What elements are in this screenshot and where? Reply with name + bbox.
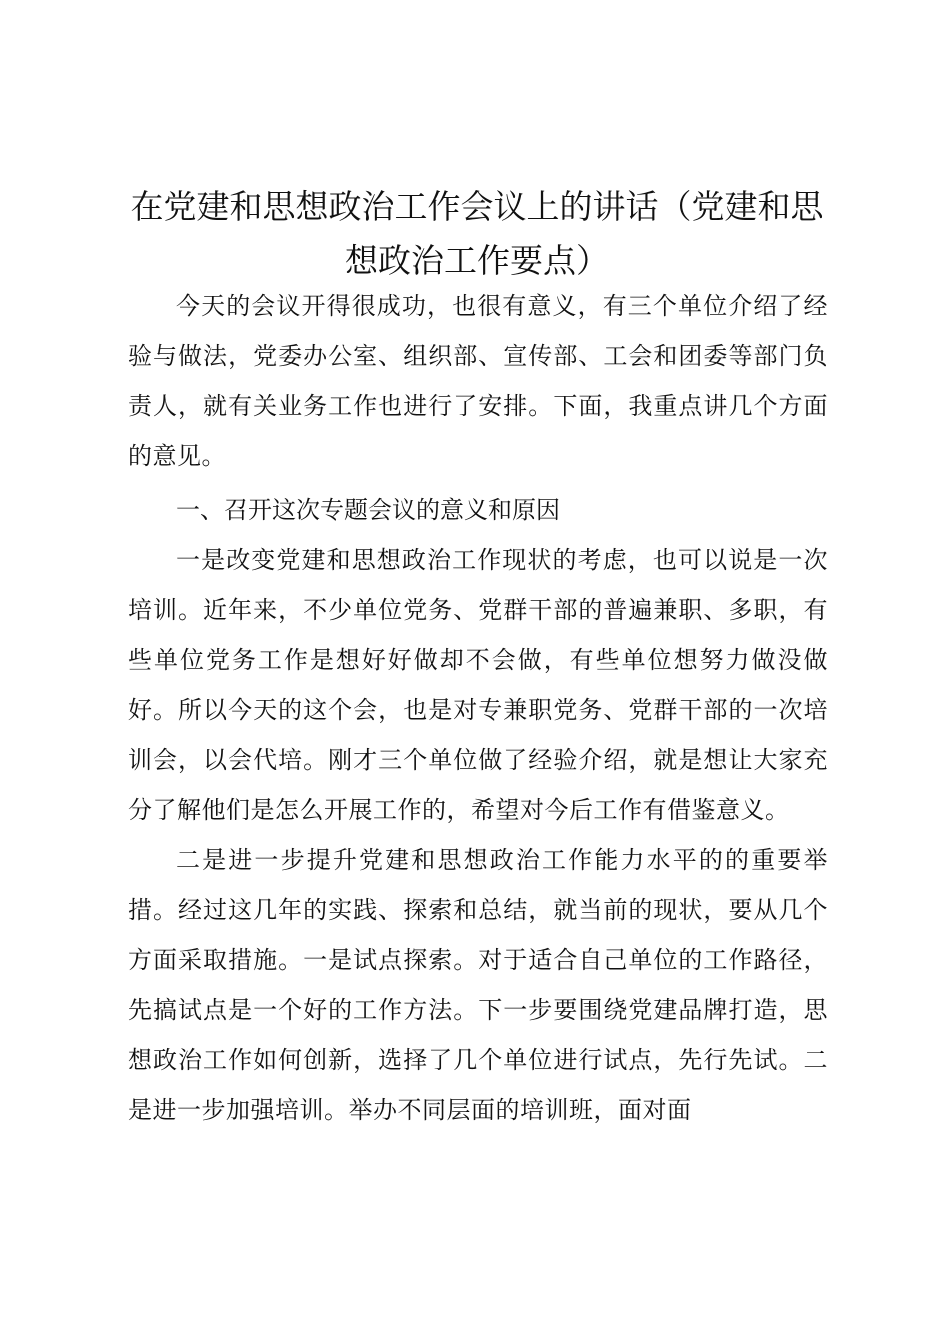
paragraph-point-2: 二是进一步提升党建和思想政治工作能力水平的的重要举措。经过这几年的实践、探索和总结，就当前的现状，要从几个方面采取措施。一是试点探索。对于适合自己单位的工作路径，先搞试点是一个好的工作方法。下一步要围绕党建品牌打造，思想政治工作如何创新，选择了几个单位进行试点，先行先试。二是进一步加强培训。举办不同层面的培训班，面对面 [128, 846, 828, 1124]
document-body [128, 281, 828, 1135]
paragraph-point-1: 一是改变党建和思想政治工作现状的考虑，也可以说是一次培训。近年来，不少单位党务、党群干部的普遍兼职、多职，有些单位党务工作是想好好做却不会做，有些单位想努力做没做好。所以今天的这个会，也是对专兼职党务、党群干部的一次培训会，以会代培。刚才三个单位做了经验介绍，就是想让大家充分了解他们是怎么开展工作的，希望对今后工作有借鉴意义。 [128, 546, 828, 824]
section-heading-1: 一、召开这次专题会议的意义和原因 [176, 496, 560, 524]
document-title: 在党建和思想政治工作会议上的讲话（党建和思想政治工作要点） [130, 187, 824, 280]
paragraph-intro: 今天的会议开得很成功，也很有意义，有三个单位介绍了经验与做法，党委办公室、组织部、宣传部、工会和团委等部门负责人，就有关业务工作也进行了安排。下面，我重点讲几个方面的意见。 [128, 292, 828, 470]
